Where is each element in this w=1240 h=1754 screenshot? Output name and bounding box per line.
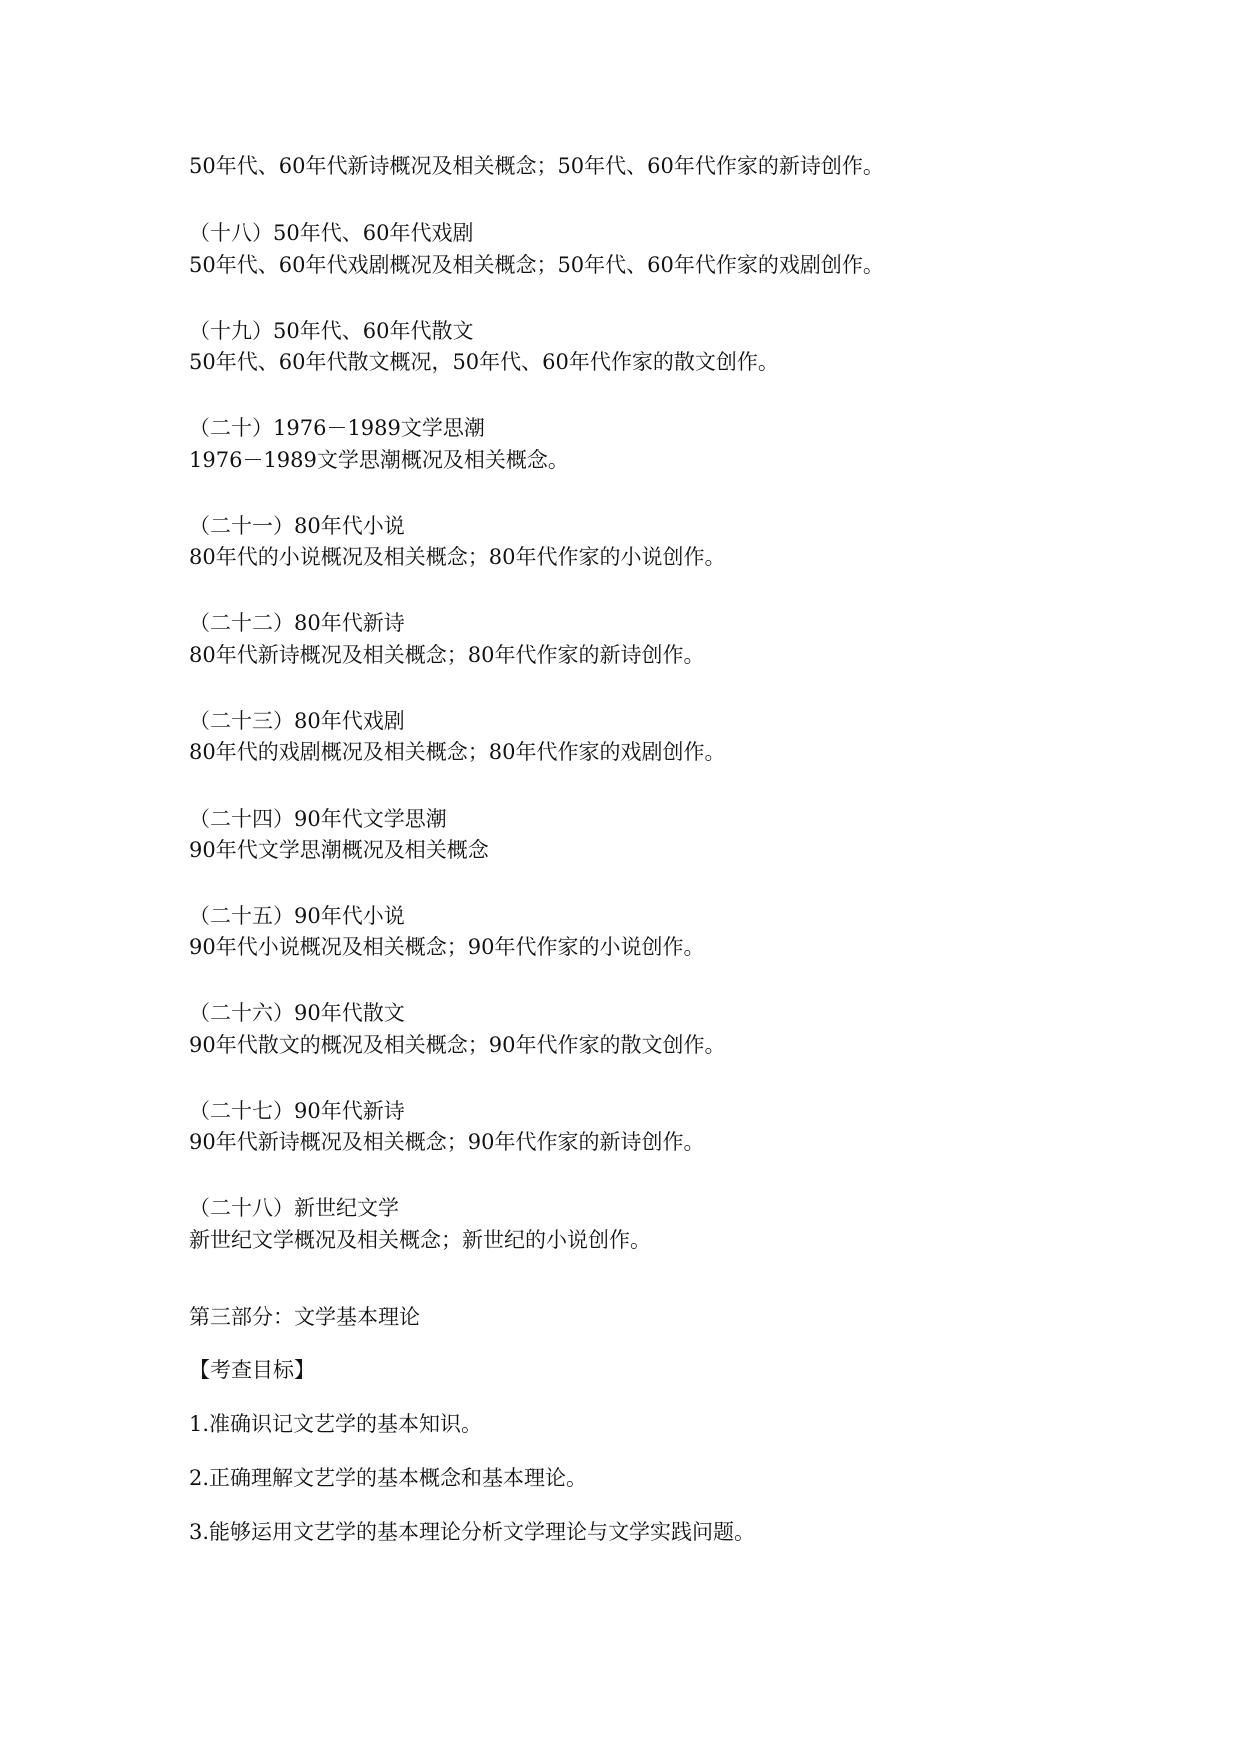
section-heading-19: （十九）50年代、60年代散文 [189, 319, 474, 343]
body-text-line: 90年代小说概况及相关概念；90年代作家的小说创作。 [189, 935, 705, 959]
body-text-line: 80年代新诗概况及相关概念；80年代作家的新诗创作。 [189, 643, 705, 667]
section-heading-27: （二十七）90年代新诗 [189, 1099, 405, 1123]
section-heading-22: （二十二）80年代新诗 [189, 611, 405, 635]
body-text-line: 50年代、60年代新诗概况及相关概念；50年代、60年代作家的新诗创作。 [189, 154, 884, 178]
body-text-line: 新世纪文学概况及相关概念；新世纪的小说创作。 [189, 1228, 651, 1252]
section-heading-23: （二十三）80年代戏剧 [189, 709, 405, 733]
objective-item-1: 1.准确识记文艺学的基本知识。 [189, 1412, 483, 1436]
body-text-line: 80年代的戏剧概况及相关概念；80年代作家的戏剧创作。 [189, 740, 726, 764]
body-text-line: 90年代文学思潮概况及相关概念 [189, 838, 489, 862]
part-three-heading: 第三部分：文学基本理论 [189, 1305, 420, 1329]
objective-item-2: 2.正确理解文艺学的基本概念和基本理论。 [189, 1466, 588, 1490]
section-heading-20: （二十）1976－1989文学思潮 [189, 416, 485, 440]
section-heading-21: （二十一）80年代小说 [189, 514, 405, 538]
section-heading-18: （十八）50年代、60年代戏剧 [189, 221, 474, 245]
objective-item-3: 3.能够运用文艺学的基本理论分析文学理论与文学实践问题。 [189, 1520, 756, 1544]
body-text-line: 90年代新诗概况及相关概念；90年代作家的新诗创作。 [189, 1130, 705, 1154]
section-heading-26: （二十六）90年代散文 [189, 1001, 405, 1025]
section-heading-28: （二十八）新世纪文学 [189, 1196, 399, 1220]
objectives-heading: 【考查目标】 [189, 1358, 315, 1382]
body-text-line: 50年代、60年代散文概况，50年代、60年代作家的散文创作。 [189, 350, 779, 374]
section-heading-25: （二十五）90年代小说 [189, 904, 405, 928]
section-heading-24: （二十四）90年代文学思潮 [189, 807, 447, 831]
body-text-line: 1976－1989文学思潮概况及相关概念。 [189, 448, 569, 472]
body-text-line: 50年代、60年代戏剧概况及相关概念；50年代、60年代作家的戏剧创作。 [189, 253, 884, 277]
body-text-line: 90年代散文的概况及相关概念；90年代作家的散文创作。 [189, 1033, 726, 1057]
body-text-line: 80年代的小说概况及相关概念；80年代作家的小说创作。 [189, 545, 726, 569]
